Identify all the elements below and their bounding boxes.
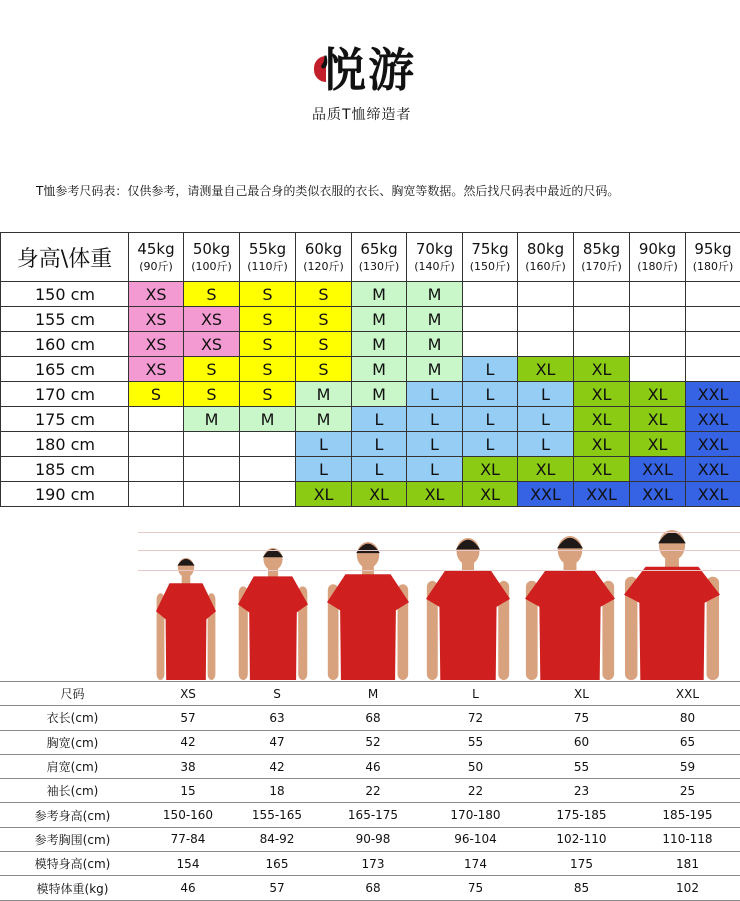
row-label: 参考身高(cm) [0, 803, 145, 827]
measurement-value: 96-104 [423, 827, 528, 851]
hair [456, 540, 480, 550]
empty-cell [630, 332, 686, 357]
model-figure [525, 536, 615, 680]
height-row [1, 382, 740, 407]
size-cell: S [184, 382, 240, 407]
weight-kg: 90kg [630, 240, 685, 259]
empty-cell [518, 307, 574, 332]
weight-header [296, 233, 352, 282]
weight-kg: 65kg [352, 240, 406, 259]
brand-name: 悦游 [320, 42, 416, 98]
size-cell: L [463, 382, 518, 407]
size-cell: M [407, 307, 463, 332]
size-header-row [0, 682, 740, 706]
height-guide-line [138, 532, 740, 533]
measurement-value: 72 [423, 706, 528, 730]
size-cell: S [129, 382, 184, 407]
measurement-value: 68 [323, 706, 423, 730]
weight-kg: 95kg [686, 240, 740, 259]
weight-jin: (100斤) [184, 259, 239, 274]
size-cell: XL [518, 357, 574, 382]
empty-cell [184, 432, 240, 457]
size-cell: XXL [630, 482, 686, 507]
weight-header [240, 233, 296, 282]
row-label: 模特身高(cm) [0, 852, 145, 876]
measurement-value: 110-118 [635, 827, 740, 851]
size-header: XL [528, 682, 635, 706]
empty-cell [463, 282, 518, 307]
size-cell: L [352, 457, 407, 482]
measurement-value: 57 [231, 876, 323, 900]
size-cell: M [352, 357, 407, 382]
measurement-value: 173 [323, 852, 423, 876]
measurement-value: 102 [635, 876, 740, 900]
red-tshirt [525, 571, 615, 680]
hair [177, 559, 194, 566]
hair [557, 538, 583, 549]
weight-kg: 45kg [129, 240, 183, 259]
size-cell: XXL [686, 407, 740, 432]
size-cell: XXL [518, 482, 574, 507]
measurement-row [0, 706, 740, 730]
size-cell: S [296, 357, 352, 382]
height-row [1, 457, 740, 482]
measurement-value: 52 [323, 730, 423, 754]
height-label: 155 cm [1, 307, 129, 332]
empty-cell [686, 282, 740, 307]
measurement-value: 155-165 [231, 803, 323, 827]
measurement-row [0, 730, 740, 754]
empty-cell [630, 307, 686, 332]
size-cell: S [240, 357, 296, 382]
empty-cell [574, 332, 630, 357]
empty-cell [240, 482, 296, 507]
size-cell: XL [574, 382, 630, 407]
height-label: 190 cm [1, 482, 129, 507]
size-cell: S [240, 282, 296, 307]
weight-kg: 85kg [574, 240, 629, 259]
measurement-value: 175 [528, 852, 635, 876]
model-figure [156, 558, 216, 680]
red-tshirt [156, 583, 216, 680]
empty-cell [630, 282, 686, 307]
size-cell: M [296, 407, 352, 432]
size-header: L [423, 682, 528, 706]
size-cell: XS [129, 332, 184, 357]
size-cell: XL [574, 457, 630, 482]
size-cell: S [240, 307, 296, 332]
size-cell: M [352, 282, 407, 307]
brand-logo [310, 38, 440, 128]
measurement-row [0, 852, 740, 876]
row-label: 参考胸围(cm) [0, 827, 145, 851]
empty-cell [129, 457, 184, 482]
size-cell: XS [184, 307, 240, 332]
measurement-value: 63 [231, 706, 323, 730]
weight-kg: 80kg [518, 240, 573, 259]
measurement-value: 46 [323, 754, 423, 778]
models-illustration [0, 518, 740, 680]
size-cell: M [407, 357, 463, 382]
measurement-value: 165-175 [323, 803, 423, 827]
measurement-value: 85 [528, 876, 635, 900]
measurement-value: 38 [145, 754, 231, 778]
weight-header [407, 233, 463, 282]
size-cell: L [518, 432, 574, 457]
weight-header [574, 233, 630, 282]
size-cell: XL [630, 407, 686, 432]
size-cell: S [296, 332, 352, 357]
size-cell: XL [574, 407, 630, 432]
measurement-value: 75 [528, 706, 635, 730]
size-cell: L [463, 432, 518, 457]
empty-cell [518, 282, 574, 307]
size-cell: XL [407, 482, 463, 507]
size-header: S [231, 682, 323, 706]
weight-jin: (180斤) [630, 259, 685, 274]
measurement-value: 165 [231, 852, 323, 876]
size-recommendation-table [0, 232, 740, 507]
measurement-value: 23 [528, 779, 635, 803]
size-header: XXL [635, 682, 740, 706]
measurement-value: 60 [528, 730, 635, 754]
red-tshirt [624, 567, 720, 680]
row-label: 模特体重(kg) [0, 876, 145, 900]
size-cell: XL [630, 382, 686, 407]
measurement-value: 90-98 [323, 827, 423, 851]
measurement-value: 75 [423, 876, 528, 900]
size-cell: XXL [686, 457, 740, 482]
empty-cell [686, 307, 740, 332]
measurement-value: 50 [423, 754, 528, 778]
height-row [1, 307, 740, 332]
weight-header [129, 233, 184, 282]
empty-cell [129, 482, 184, 507]
size-cell: L [407, 432, 463, 457]
weight-kg: 50kg [184, 240, 239, 259]
size-header: XS [145, 682, 231, 706]
size-cell: XS [129, 307, 184, 332]
measurement-value: 57 [145, 706, 231, 730]
height-row [1, 332, 740, 357]
size-cell: M [407, 332, 463, 357]
weight-kg: 70kg [407, 240, 462, 259]
size-cell: L [352, 432, 407, 457]
empty-cell [518, 332, 574, 357]
measurement-value: 77-84 [145, 827, 231, 851]
height-label: 170 cm [1, 382, 129, 407]
height-row [1, 407, 740, 432]
size-cell: M [407, 282, 463, 307]
intro-text: T恤参考尺码表：仅供参考，请测量自己最合身的类似衣服的衣长、胸宽等数据。然后找尺码表中最近的尺码。 [36, 182, 619, 199]
measurement-value: 181 [635, 852, 740, 876]
measurement-value: 68 [323, 876, 423, 900]
measurement-row [0, 754, 740, 778]
weight-header [352, 233, 407, 282]
weight-header [630, 233, 686, 282]
weight-jin: (140斤) [407, 259, 462, 274]
empty-cell [240, 457, 296, 482]
measurement-value: 22 [423, 779, 528, 803]
weight-header [518, 233, 574, 282]
size-cell: XXL [686, 482, 740, 507]
empty-cell [240, 432, 296, 457]
red-tshirt [426, 571, 510, 680]
measurement-value: 22 [323, 779, 423, 803]
size-cell: S [296, 282, 352, 307]
size-cell: XL [574, 432, 630, 457]
measurement-value: 174 [423, 852, 528, 876]
weight-jin: (180斤) [686, 259, 740, 274]
weight-jin: (90斤) [129, 259, 183, 274]
size-cell: XL [296, 482, 352, 507]
empty-cell [129, 407, 184, 432]
empty-cell [463, 332, 518, 357]
size-header: M [323, 682, 423, 706]
weight-kg: 75kg [463, 240, 517, 259]
empty-cell [686, 332, 740, 357]
size-cell: L [407, 382, 463, 407]
red-tshirt [327, 574, 409, 680]
empty-cell [463, 307, 518, 332]
size-cell: M [240, 407, 296, 432]
measurement-value: 80 [635, 706, 740, 730]
size-cell: S [240, 332, 296, 357]
measurement-value: 42 [145, 730, 231, 754]
size-cell: S [184, 357, 240, 382]
size-cell: XS [129, 282, 184, 307]
weight-jin: (110斤) [240, 259, 295, 274]
size-cell: S [296, 307, 352, 332]
size-cell: XS [129, 357, 184, 382]
size-cell: XXL [574, 482, 630, 507]
measurement-value: 18 [231, 779, 323, 803]
measurement-value: 175-185 [528, 803, 635, 827]
size-cell: XL [463, 457, 518, 482]
size-cell: XL [630, 432, 686, 457]
measurement-value: 55 [423, 730, 528, 754]
size-cell: S [184, 282, 240, 307]
size-cell: L [407, 457, 463, 482]
height-label: 165 cm [1, 357, 129, 382]
size-cell: M [352, 307, 407, 332]
height-label: 150 cm [1, 282, 129, 307]
size-cell: L [296, 432, 352, 457]
height-label: 175 cm [1, 407, 129, 432]
measurement-table [0, 681, 740, 901]
height-row [1, 282, 740, 307]
measurement-value: 84-92 [231, 827, 323, 851]
size-cell: L [463, 407, 518, 432]
weight-jin: (120斤) [296, 259, 351, 274]
hair [658, 532, 686, 543]
empty-cell [574, 282, 630, 307]
weight-jin: (160斤) [518, 259, 573, 274]
size-cell: XXL [686, 432, 740, 457]
size-cell: L [352, 407, 407, 432]
height-guide-line [138, 570, 740, 571]
empty-cell [686, 357, 740, 382]
corner-header: 身高\体重 [1, 233, 129, 282]
size-cell: L [518, 407, 574, 432]
model-figure [426, 538, 510, 680]
size-cell: L [296, 457, 352, 482]
size-cell: L [407, 407, 463, 432]
hair [356, 544, 380, 553]
height-label: 185 cm [1, 457, 129, 482]
weight-kg: 55kg [240, 240, 295, 259]
row-label: 胸宽(cm) [0, 730, 145, 754]
size-cell: M [352, 382, 407, 407]
weight-header [686, 233, 740, 282]
model-figure [624, 530, 720, 680]
empty-cell [184, 482, 240, 507]
model-photo [0, 518, 740, 680]
weight-kg: 60kg [296, 240, 351, 259]
size-cell: XL [574, 357, 630, 382]
row-label: 尺码 [0, 682, 145, 706]
measurement-row [0, 876, 740, 900]
weight-header [463, 233, 518, 282]
height-row [1, 432, 740, 457]
size-cell: L [518, 382, 574, 407]
measurement-value: 59 [635, 754, 740, 778]
size-cell: M [184, 407, 240, 432]
measurement-value: 42 [231, 754, 323, 778]
row-label: 衣长(cm) [0, 706, 145, 730]
weight-jin: (130斤) [352, 259, 406, 274]
size-cell: XL [518, 457, 574, 482]
measurement-value: 65 [635, 730, 740, 754]
measurement-value: 15 [145, 779, 231, 803]
weight-header [184, 233, 240, 282]
measurement-value: 102-110 [528, 827, 635, 851]
height-label: 160 cm [1, 332, 129, 357]
measurement-value: 46 [145, 876, 231, 900]
measurement-row [0, 779, 740, 803]
size-cell: XXL [686, 382, 740, 407]
empty-cell [184, 457, 240, 482]
empty-cell [574, 307, 630, 332]
size-cell: M [352, 332, 407, 357]
size-cell: M [296, 382, 352, 407]
size-cell: XL [352, 482, 407, 507]
measurement-value: 185-195 [635, 803, 740, 827]
measurement-value: 154 [145, 852, 231, 876]
size-cell: XXL [630, 457, 686, 482]
measurement-value: 55 [528, 754, 635, 778]
red-tshirt [238, 576, 308, 680]
model-figure [327, 542, 409, 680]
measurement-row [0, 827, 740, 851]
height-row [1, 357, 740, 382]
row-label: 袖长(cm) [0, 779, 145, 803]
height-row [1, 482, 740, 507]
row-label: 肩宽(cm) [0, 754, 145, 778]
weight-jin: (150斤) [463, 259, 517, 274]
weight-jin: (170斤) [574, 259, 629, 274]
weight-header-row [1, 233, 740, 282]
size-cell: XS [184, 332, 240, 357]
height-guide-line [138, 550, 740, 551]
size-cell: L [463, 357, 518, 382]
brand-tagline: 品质T恤缔造者 [312, 104, 412, 124]
model-figure [238, 548, 308, 680]
measurement-value: 47 [231, 730, 323, 754]
size-cell: S [240, 382, 296, 407]
empty-cell [630, 357, 686, 382]
measurement-value: 150-160 [145, 803, 231, 827]
measurement-value: 25 [635, 779, 740, 803]
size-cell: XL [463, 482, 518, 507]
empty-cell [129, 432, 184, 457]
measurement-value: 170-180 [423, 803, 528, 827]
height-label: 180 cm [1, 432, 129, 457]
measurement-row [0, 803, 740, 827]
